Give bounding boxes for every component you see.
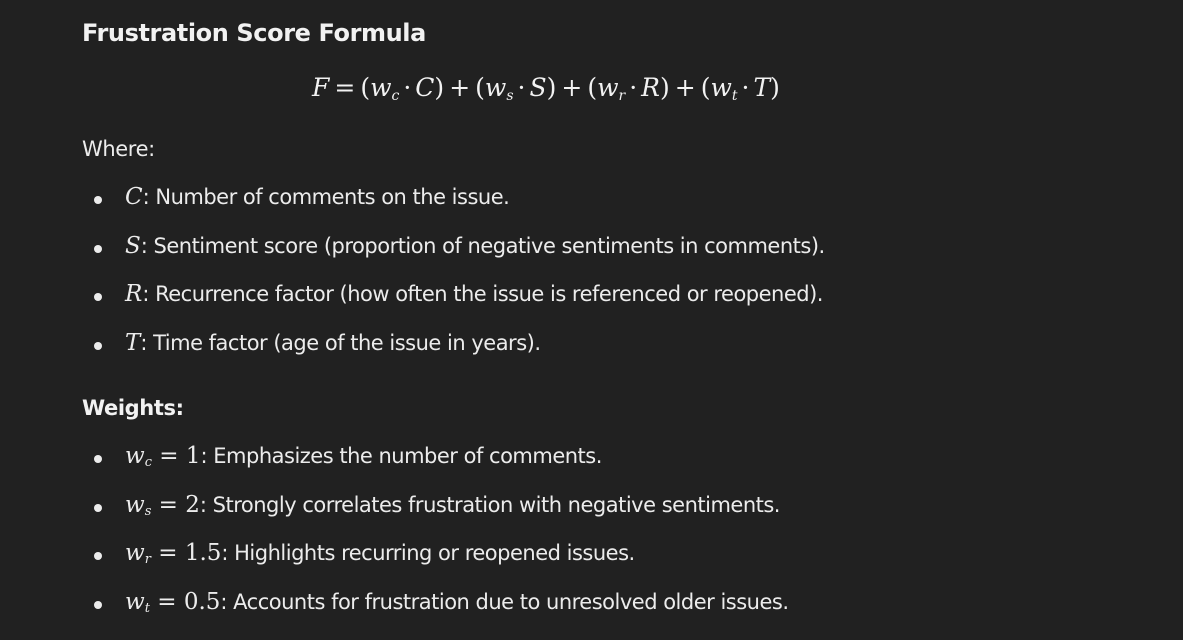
weight-equals: =: [149, 589, 184, 615]
bullet: [94, 196, 102, 204]
formula-variable: S: [529, 73, 547, 102]
weight-equals: =: [150, 540, 185, 566]
variable-symbol: S: [125, 233, 141, 259]
weight-description: : Strongly correlates frustration with negative sentiments.: [199, 493, 780, 517]
bullet: [94, 504, 102, 512]
weight-symbol: w: [125, 540, 145, 566]
frustration-formula: $F = (w_c \cdot C) + (w_s \cdot S) + (w_r \cdot R) + (w_t \cdot T)$: [312, 73, 780, 104]
formula-weight-sub: r: [618, 88, 626, 104]
formula-weight-sub: c: [391, 88, 400, 104]
weight-equals: =: [151, 443, 186, 469]
weight-subscript: c: [144, 455, 152, 470]
formula-plus: +: [561, 73, 583, 102]
formula-dot: ·: [403, 73, 412, 102]
weights-heading: Weights:: [82, 396, 184, 420]
variable-description: : Recurrence factor (how often the issue is referenced or reopened).: [142, 282, 823, 306]
variable-symbol: T: [125, 330, 141, 356]
variable-description: : Sentiment score (proportion of negative sentiments in comments).: [140, 234, 825, 258]
variable-description: : Number of comments on the issue.: [142, 185, 510, 209]
weight-equals: =: [151, 492, 186, 518]
formula-plus: +: [674, 73, 696, 102]
weight-symbol: w: [125, 492, 145, 518]
weight-description: : Emphasizes the number of comments.: [200, 444, 602, 468]
weight-description: : Highlights recurring or reopened issues.: [221, 541, 635, 565]
weight-symbol: w: [125, 443, 145, 469]
weight-symbol: w: [125, 589, 145, 615]
weight-value: 1: [185, 443, 201, 469]
weight-subscript: t: [144, 601, 150, 616]
section-heading: Frustration Score Formula: [82, 19, 426, 47]
weight-description: : Accounts for frustration due to unresolved older issues.: [220, 590, 789, 614]
weight-subscript: r: [144, 552, 151, 567]
formula-dot: ·: [517, 73, 526, 102]
formula-lhs: F: [312, 73, 330, 102]
weight-value: 0.5: [183, 589, 221, 615]
formula-weight: w: [710, 73, 732, 102]
weight-value: 2: [185, 492, 200, 518]
formula-weight: w: [370, 73, 392, 102]
bullet: [94, 601, 102, 609]
formula-variable: T: [753, 73, 771, 102]
formula-weight-sub: t: [731, 88, 738, 104]
bullet: [94, 293, 102, 301]
variable-symbol: C: [125, 184, 143, 210]
formula-weight: w: [597, 73, 619, 102]
formula-variable: C: [415, 73, 435, 102]
bullet: [94, 552, 102, 560]
bullet: [94, 455, 102, 463]
formula-dot: ·: [741, 73, 750, 102]
weight-subscript: s: [144, 504, 152, 519]
formula-weight-sub: s: [506, 88, 514, 104]
formula-dot: ·: [629, 73, 638, 102]
variable-description: : Time factor (age of the issue in years).: [140, 331, 541, 355]
bullet: [94, 342, 102, 350]
formula-plus: +: [449, 73, 471, 102]
where-label: Where:: [82, 137, 155, 161]
bullet: [94, 245, 102, 253]
formula-weight: w: [484, 73, 507, 102]
weight-value: 1.5: [184, 540, 222, 566]
formula-equals: =: [334, 73, 356, 102]
formula-variable: R: [641, 73, 660, 102]
variable-symbol: R: [125, 281, 143, 307]
